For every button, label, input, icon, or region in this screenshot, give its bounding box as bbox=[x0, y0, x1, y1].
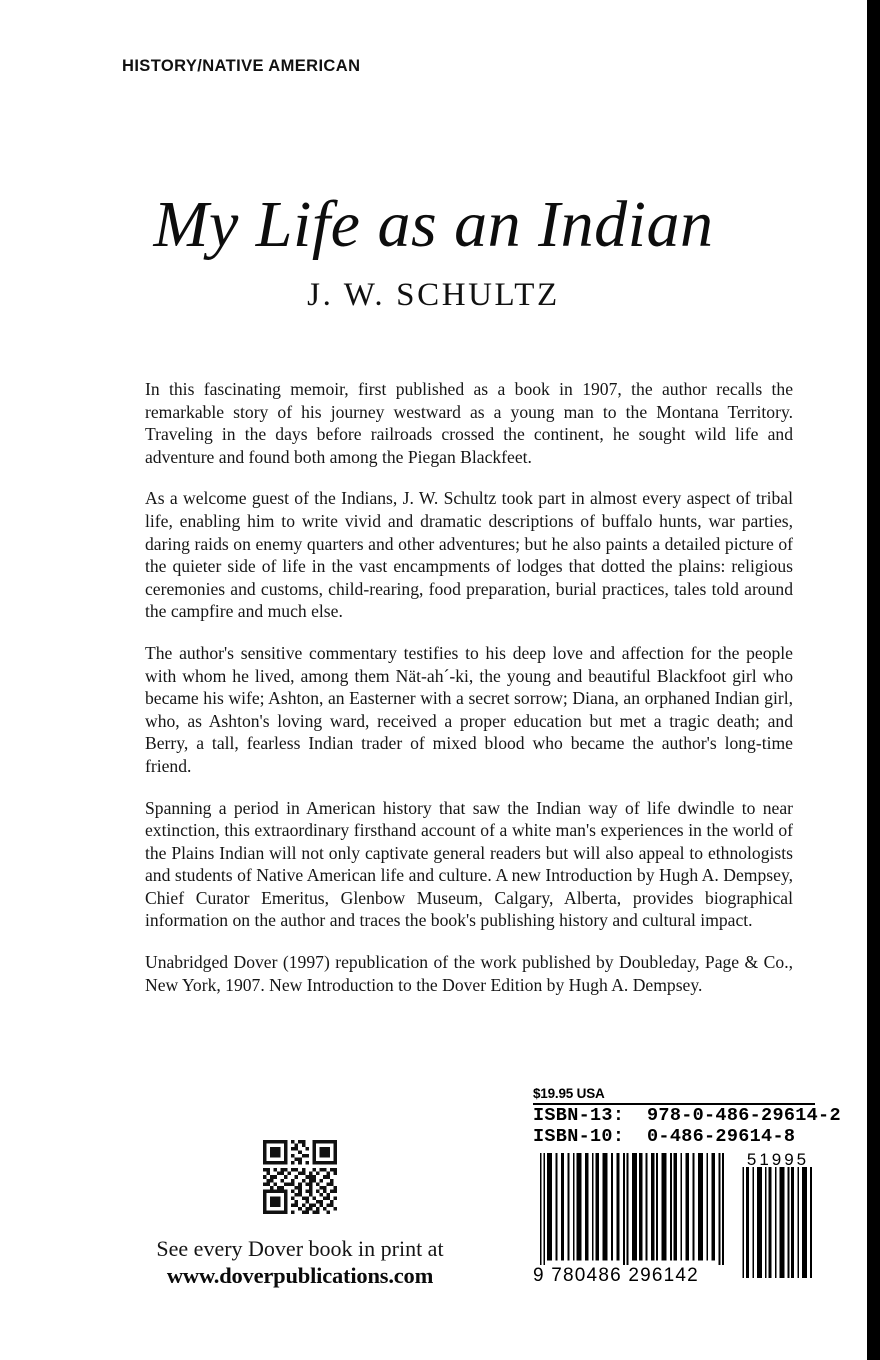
page-title: My Life as an Indian bbox=[153, 188, 714, 261]
title-block bbox=[0, 190, 867, 314]
blurb-paragraph: Spanning a period in American history that saw the Indian way of life dwindle to near extinction, this extraordinary firsthand account of a white man's experiences in the world of the Plains Indian will not only captivate general readers but will also appeal to ethnologists and students of Native American life and culture. A new Introduction by Hugh A. Dempsey, Chief Curator Emeritus, Glenbow Museum, Calgary, Alberta, provides biographical information on the author and traces the book's publishing history and cultural impact. bbox=[145, 797, 793, 931]
ean-digits-label: 9 780486 296142 bbox=[533, 1265, 729, 1287]
blurb-paragraph: The author's sensitive commentary testifies to his deep love and affection for the people with whom he lived, among them Nät-ah´-ki, the young and beautiful Blackfoot girl who became his wife; Ashton, an Easterner with a secret sorrow; Diana, an orphaned Indian girl, who, as Ashton's loving ward, received a proper education but met a tragic death; and Berry, a tall, fearless Indian trader of mixed blood who became the author's long-time friend. bbox=[145, 642, 793, 776]
ean-barcode bbox=[533, 1150, 815, 1303]
isbn-10-label: ISBN-10: 0-486-29614-8 bbox=[533, 1126, 796, 1147]
promo-website[interactable]: www.doverpublications.com bbox=[166, 1263, 434, 1288]
dover-promo bbox=[140, 1133, 460, 1290]
blurb-paragraph: In this fascinating memoir, first published as a book in 1907, the author recalls the remarkable story of his journey westward as a young man to the Montana Territory. Traveling in the days before railroads crossed the continent, he sought wild life and adventure and found both among the Piegan Blackfeet. bbox=[145, 379, 793, 467]
page-edge-bar bbox=[867, 0, 880, 1360]
barcode-block bbox=[533, 1086, 841, 1303]
shelf-category-label: HISTORY/NATIVE AMERICAN bbox=[122, 57, 361, 75]
blurb-text bbox=[145, 378, 793, 996]
publication-note: Unabridged Dover (1997) republication of the work published by Doubleday, Page & Co., New York, 1907. New Introduction to the Dover Edition by Hugh A. Dempsey. bbox=[145, 952, 793, 995]
ean-13-bars bbox=[533, 1153, 729, 1278]
ean-addon-bars bbox=[741, 1167, 815, 1278]
author-name: J. W. SCHULTZ bbox=[307, 277, 560, 314]
promo-line-1: See every Dover book in print at bbox=[156, 1236, 444, 1261]
ean-addon-digits-label: 51995 bbox=[746, 1150, 810, 1169]
qr-code-icon[interactable] bbox=[256, 1133, 344, 1221]
isbn-13-label: ISBN-13: 978-0-486-29614-2 bbox=[533, 1105, 841, 1126]
price-label: $19.95 USA bbox=[533, 1086, 815, 1105]
blurb-paragraph: As a welcome guest of the Indians, J. W. Schultz took part in almost every aspect of tribal life, enabling him to write vivid and dramatic descriptions of buffalo hunts, war parties, daring raids on enemy quarters and other adventures; but he also paints a detailed picture of the quieter side of life in the vast encampments of lodges that dotted the plains: religious ceremonies and customs, child-rearing, food preparation, burial practices, tales told around the campfire and much else. bbox=[145, 488, 793, 622]
